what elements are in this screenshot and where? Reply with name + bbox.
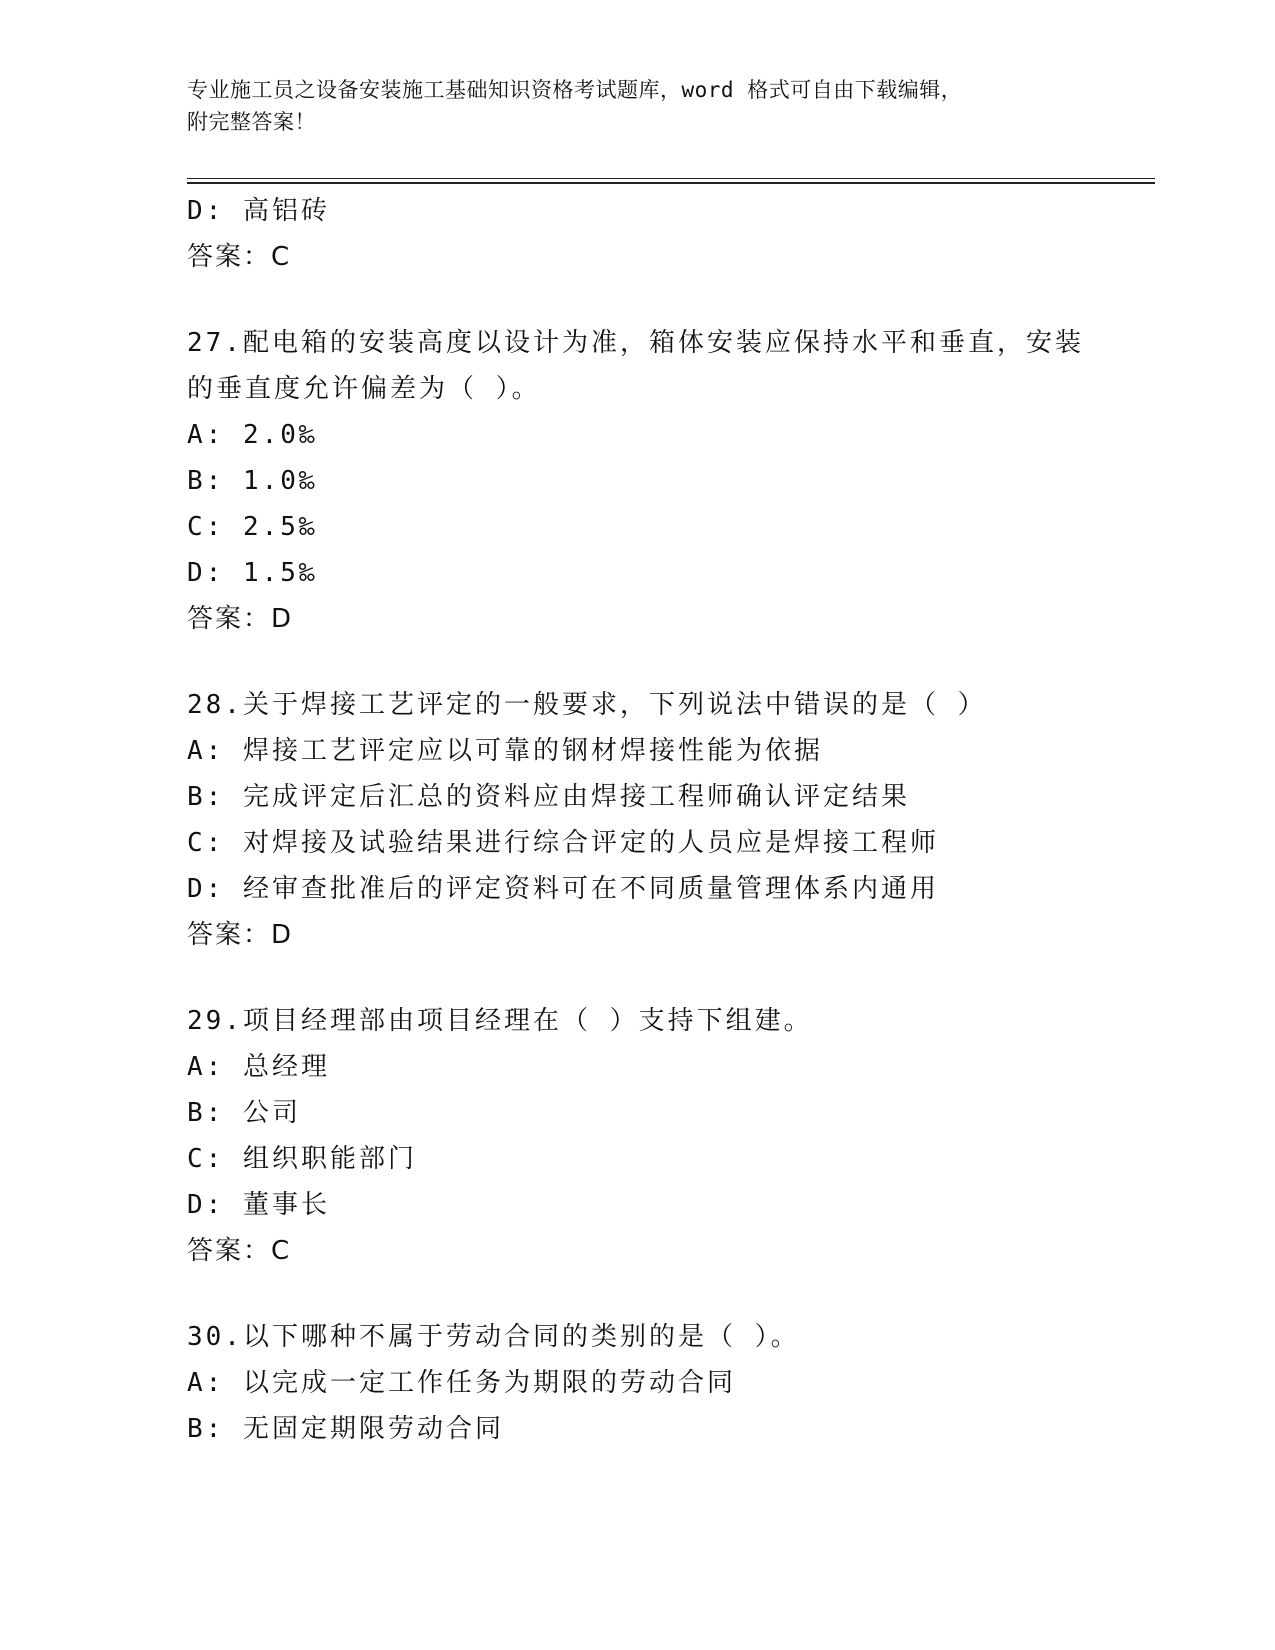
answer: 答案：C xyxy=(187,242,292,272)
option-a: A: 以完成一定工作任务为期限的劳动合同 xyxy=(187,1368,736,1398)
question-stem: 30.以下哪种不属于劳动合同的类别的是（ ）。 xyxy=(187,1322,800,1352)
spacer xyxy=(187,642,1147,682)
option-b: B: 公司 xyxy=(187,1098,301,1128)
question-list xyxy=(187,188,1147,1452)
option-b: B: 无固定期限劳动合同 xyxy=(187,1414,504,1444)
option-a: A: 焊接工艺评定应以可靠的钢材焊接性能为依据 xyxy=(187,736,823,766)
question-28 xyxy=(187,682,1147,958)
option-b: B: 完成评定后汇总的资料应由焊接工程师确认评定结果 xyxy=(187,782,910,812)
option-b: B: 1.0‰ xyxy=(187,466,318,496)
answer: 答案：D xyxy=(187,604,294,634)
question-stem: 29.项目经理部由项目经理在（ ）支持下组建。 xyxy=(187,1006,813,1036)
header-divider-thin xyxy=(187,178,1155,179)
answer: 答案：C xyxy=(187,1236,292,1266)
document-header xyxy=(187,74,1087,138)
answer: 答案：D xyxy=(187,920,294,950)
option-c: C: 2.5‰ xyxy=(187,512,318,542)
question-stem: 27.配电箱的安装高度以设计为准，箱体安装应保持水平和垂直，安装 xyxy=(187,328,1084,358)
question-29 xyxy=(187,998,1147,1274)
header-divider-thick xyxy=(187,182,1155,184)
option-d: D: 经审查批准后的评定资料可在不同质量管理体系内通用 xyxy=(187,874,939,904)
header-line-2: 附完整答案！ xyxy=(187,110,316,134)
option-a: A: 2.0‰ xyxy=(187,420,318,450)
option-a: A: 总经理 xyxy=(187,1052,330,1082)
option-d: D: 1.5‰ xyxy=(187,558,318,588)
option-c: C: 组织职能部门 xyxy=(187,1144,417,1174)
spacer xyxy=(187,958,1147,998)
question-stem: 28.关于焊接工艺评定的一般要求，下列说法中错误的是（ ） xyxy=(187,690,987,720)
spacer xyxy=(187,280,1147,320)
option-d: D: 董事长 xyxy=(187,1190,330,1220)
header-line-1: 专业施工员之设备安装施工基础知识资格考试题库，word 格式可自由下载编辑， xyxy=(187,78,963,102)
question-27 xyxy=(187,320,1147,642)
question-stem-continued: 的垂直度允许偏差为（ ）。 xyxy=(187,374,541,404)
option-d: D: 高铝砖 xyxy=(187,196,330,226)
option-c: C: 对焊接及试验结果进行综合评定的人员应是焊接工程师 xyxy=(187,828,939,858)
question-26 xyxy=(187,188,1147,280)
question-30 xyxy=(187,1314,1147,1452)
spacer xyxy=(187,1274,1147,1314)
